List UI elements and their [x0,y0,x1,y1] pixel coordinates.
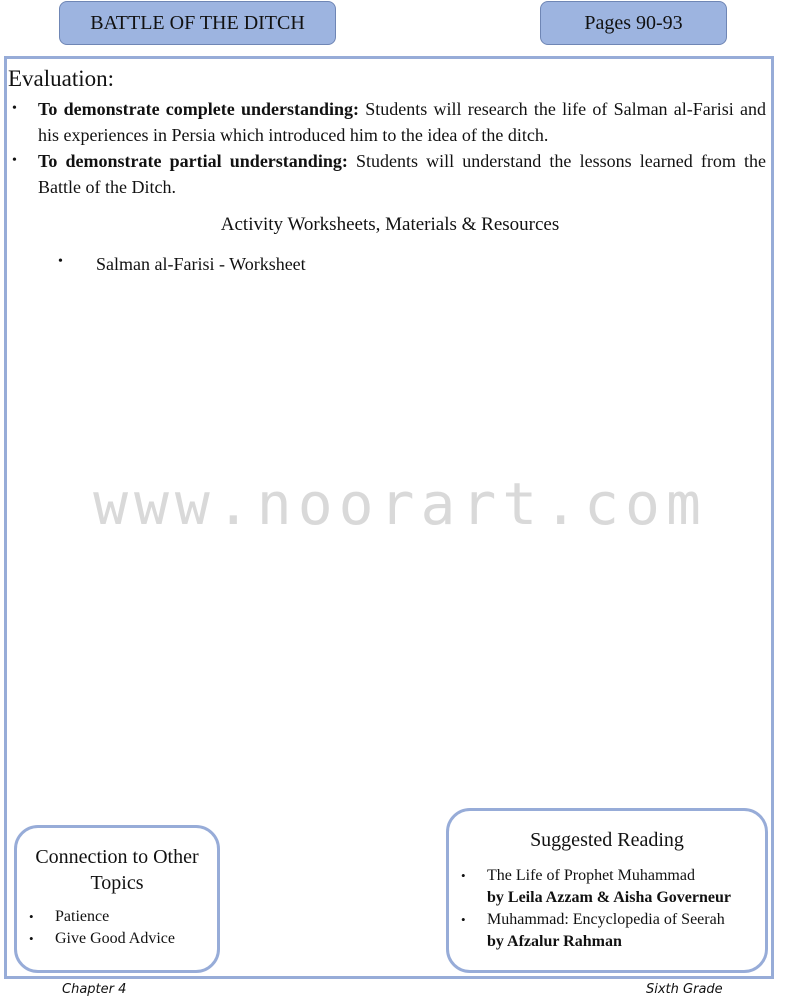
item-label: To demonstrate complete understanding: [38,99,360,119]
resource-label: Salman al-Farisi - Worksheet [96,254,306,274]
item-text: Students will research the life of Salman al-Farisi and his experiences in Persia which introduced him to the idea of the ditch. [38,99,766,145]
bullet-icon: • [461,912,466,927]
evaluation-item [12,96,766,148]
evaluation-item [12,148,766,200]
resources-heading: Activity Worksheets, Materials & Resources [220,214,560,235]
book-author: by Leila Azzam & Aisha Governeur [487,889,731,906]
book-title: The Life of Prophet Muhammad [487,867,695,884]
watermark: www.noorart.com [93,470,707,538]
suggested-reading-box [446,808,768,973]
book-author: by Afzalur Rahman [487,933,622,950]
suggested-reading-title: Suggested Reading [530,829,684,851]
item-text: Give Good Advice [55,930,175,947]
item-text: Students will understand the lessons learned from the Battle of the Ditch. [38,151,766,197]
item-text: Patience [55,908,110,925]
resource-item [58,254,306,275]
bullet-icon: • [12,101,17,116]
footer-chapter: Chapter 4 [62,982,127,997]
bullet-icon: • [29,931,34,946]
bullet-icon: • [58,254,63,269]
lesson-title-tab: BATTLE OF THE DITCH [59,1,336,45]
item-label: To demonstrate partial understanding: [38,151,348,171]
connection-title: Connection to Other Topics [35,846,199,894]
footer-grade: Sixth Grade [646,982,723,997]
bullet-icon: • [12,153,17,168]
list-item [29,906,217,928]
evaluation-heading: Evaluation: [8,66,115,91]
bullet-icon: • [461,868,466,883]
list-item [461,909,765,953]
book-title: Muhammad: Encyclopedia of Seerah [487,911,725,928]
bullet-icon: • [29,909,34,924]
list-item [461,865,765,909]
connection-box [14,825,220,973]
pages-tab: Pages 90-93 [540,1,727,45]
list-item [29,928,217,950]
